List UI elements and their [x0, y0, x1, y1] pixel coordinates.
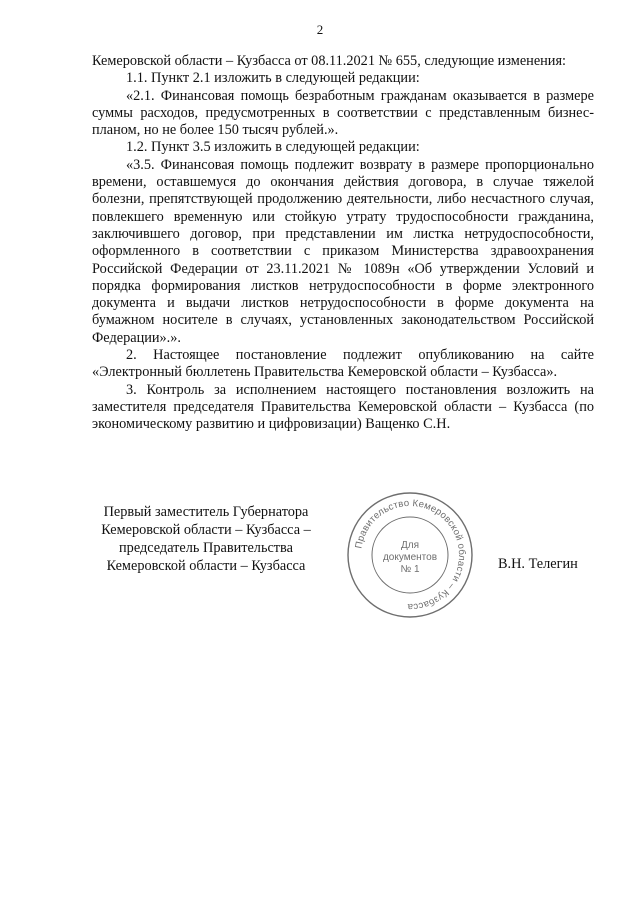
signatory-title-line: Первый заместитель Губернатора	[103, 504, 309, 520]
signatory-title-line: председатель Правительства	[119, 540, 293, 556]
paragraph: «2.1. Финансовая помощь безработным гражданам оказывается в размере суммы расходов, предусмотренных в соответствии с представленным бизнес-планом, но не более 150 тысяч рублей.».	[92, 87, 594, 139]
official-seal	[345, 490, 475, 620]
signatory-title	[82, 503, 330, 575]
seal-graphic	[345, 490, 475, 620]
document-body	[92, 53, 594, 434]
paragraph: Кемеровской области – Кузбасса от 08.11.2021 № 655, следующие изменения:	[92, 53, 567, 69]
page-number: 2	[316, 22, 324, 37]
signatory-title-line: Кемеровской области – Кузбасса –	[101, 522, 311, 538]
paragraph: 1.2. Пункт 3.5 изложить в следующей редакции:	[126, 139, 420, 156]
seal-ring-text: Правительство Кемеровской области – Кузбасса	[353, 497, 468, 613]
seal-center-line: Для	[400, 540, 420, 551]
seal-center-line: № 1	[400, 564, 420, 575]
paragraph: 3. Контроль за исполнением настоящего постановления возложить на заместителя председателя Правительства Кемеровской области – Кузбасса (по экономическому развитию и цифровизации) Ващенко С.Н.	[92, 381, 594, 433]
signatory-title-line: Кемеровской области – Кузбасса	[106, 558, 306, 574]
signer-name: В.Н. Телегин	[498, 556, 578, 572]
seal-center-line: документов	[382, 552, 438, 563]
paragraph: 1.1. Пункт 2.1 изложить в следующей редакции:	[126, 70, 420, 87]
paragraph: «3.5. Финансовая помощь подлежит возврату в размере пропорционально времени, оставшемуся до окончания действия договора, в случае тяжелой болезни, препятствующей продолжению деятельности, либо несчастного случая, повлекшего временную или стойкую утрату трудоспособности гражданина, заключившего договор, при представлении им листка нетрудоспособности, оформленного в соответствии с приказом Министерства здравоохранения Российской Федерации от 23.11.2021 № 1089н «Об утверждении Условий и порядка формирования листков нетрудоспособности в форме электронного документа и выдачи листков нетрудоспособности в форме документа на бумажном носителе в случаях, установленных законодательством Российской Федерации».».	[92, 156, 594, 346]
paragraph: 2. Настоящее постановление подлежит опубликованию на сайте «Электронный бюллетень Правительства Кемеровской области – Кузбасса».	[92, 347, 594, 381]
